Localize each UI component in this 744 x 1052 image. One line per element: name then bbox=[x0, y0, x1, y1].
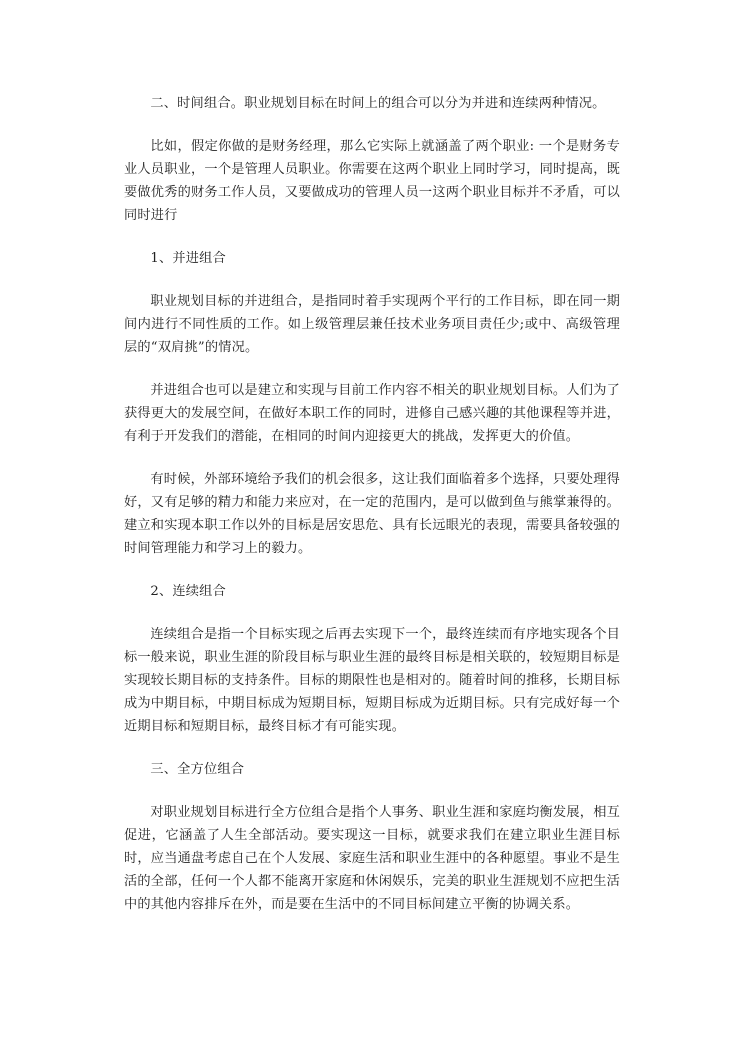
document-page bbox=[124, 92, 620, 936]
paragraph-continuous-definition: 连续组合是指一个目标实现之后再去实现下一个，最终连续而有序地实现各个目标一般来说，职业生涯的阶段目标与职业生涯的最终目标是相关联的，较短期目标是实现较长期目标的支持条件。目标的期限性也是相对的。随着时间的推移，长期目标成为中期目标，中期目标成为短期目标，短期目标成为近期目标。只有完成好每一个近期目标和短期目标，最终目标才有可能实现。 bbox=[124, 627, 620, 734]
subheading-continuous-combination: 2、连续组合 bbox=[150, 584, 226, 599]
paragraph-all-round-definition: 对职业规划目标进行全方位组合是指个人事务、职业生涯和家庭均衡发展，相互促进，它涵盖了人生全部活动。要实现这一目标，就要求我们在建立职业生涯目标时，应当通盘考虑自己在个人发展、家庭生活和职业生涯中的各种愿望。事业不是生活的全部，任何一个人都不能离开家庭和休闲娱乐，完美的职业生涯规划不应把生活中的其他内容排斥在外，而是要在生活中的不同目标间建立平衡的协调关系。 bbox=[124, 805, 620, 912]
subheading-parallel-combination: 1、并进组合 bbox=[150, 251, 226, 266]
paragraph-parallel-definition: 职业规划目标的并进组合，是指同时着手实现两个平行的工作目标，即在同一期间内进行不同性质的工作。如上级管理层兼任技术业务项目责任少;或中、高级管理层的“双肩挑”的情况。 bbox=[124, 294, 620, 355]
paragraph-parallel-unrelated-goals: 并进组合也可以是建立和实现与目前工作内容不相关的职业规划目标。人们为了获得更大的发展空间，在做好本职工作的同时，进修自己感兴趣的其他课程等并进，有利于开发我们的潜能，在相同的时间内迎接更大的挑战，发挥更大的价值。 bbox=[124, 383, 620, 444]
section-heading-time-combination: 二、时间组合。职业规划目标在时间上的组合可以分为并进和连续两种情况。 bbox=[150, 96, 606, 111]
paragraph-finance-manager-example: 比如，假定你做的是财务经理，那么它实际上就涵盖了两个职业: 一个是财务专业人员职业，一个是管理人员职业。你需要在这两个职业上同时学习，同时提高，既要做优秀的财务工作人员，又要做成功的管理人员一这两个职业目标并不矛盾，可以同时进行 bbox=[124, 139, 620, 223]
section-heading-all-round-combination: 三、全方位组合 bbox=[150, 762, 245, 777]
paragraph-multiple-opportunities: 有时候，外部环境给予我们的机会很多，这让我们面临着多个选择，只要处理得好，又有足够的精力和能力来应对，在一定的范围内，是可以做到鱼与熊掌兼得的。建立和实现本职工作以外的目标是居安思危、具有长远眼光的表现，需要具备较强的时间管理能力和学习上的毅力。 bbox=[124, 472, 620, 556]
